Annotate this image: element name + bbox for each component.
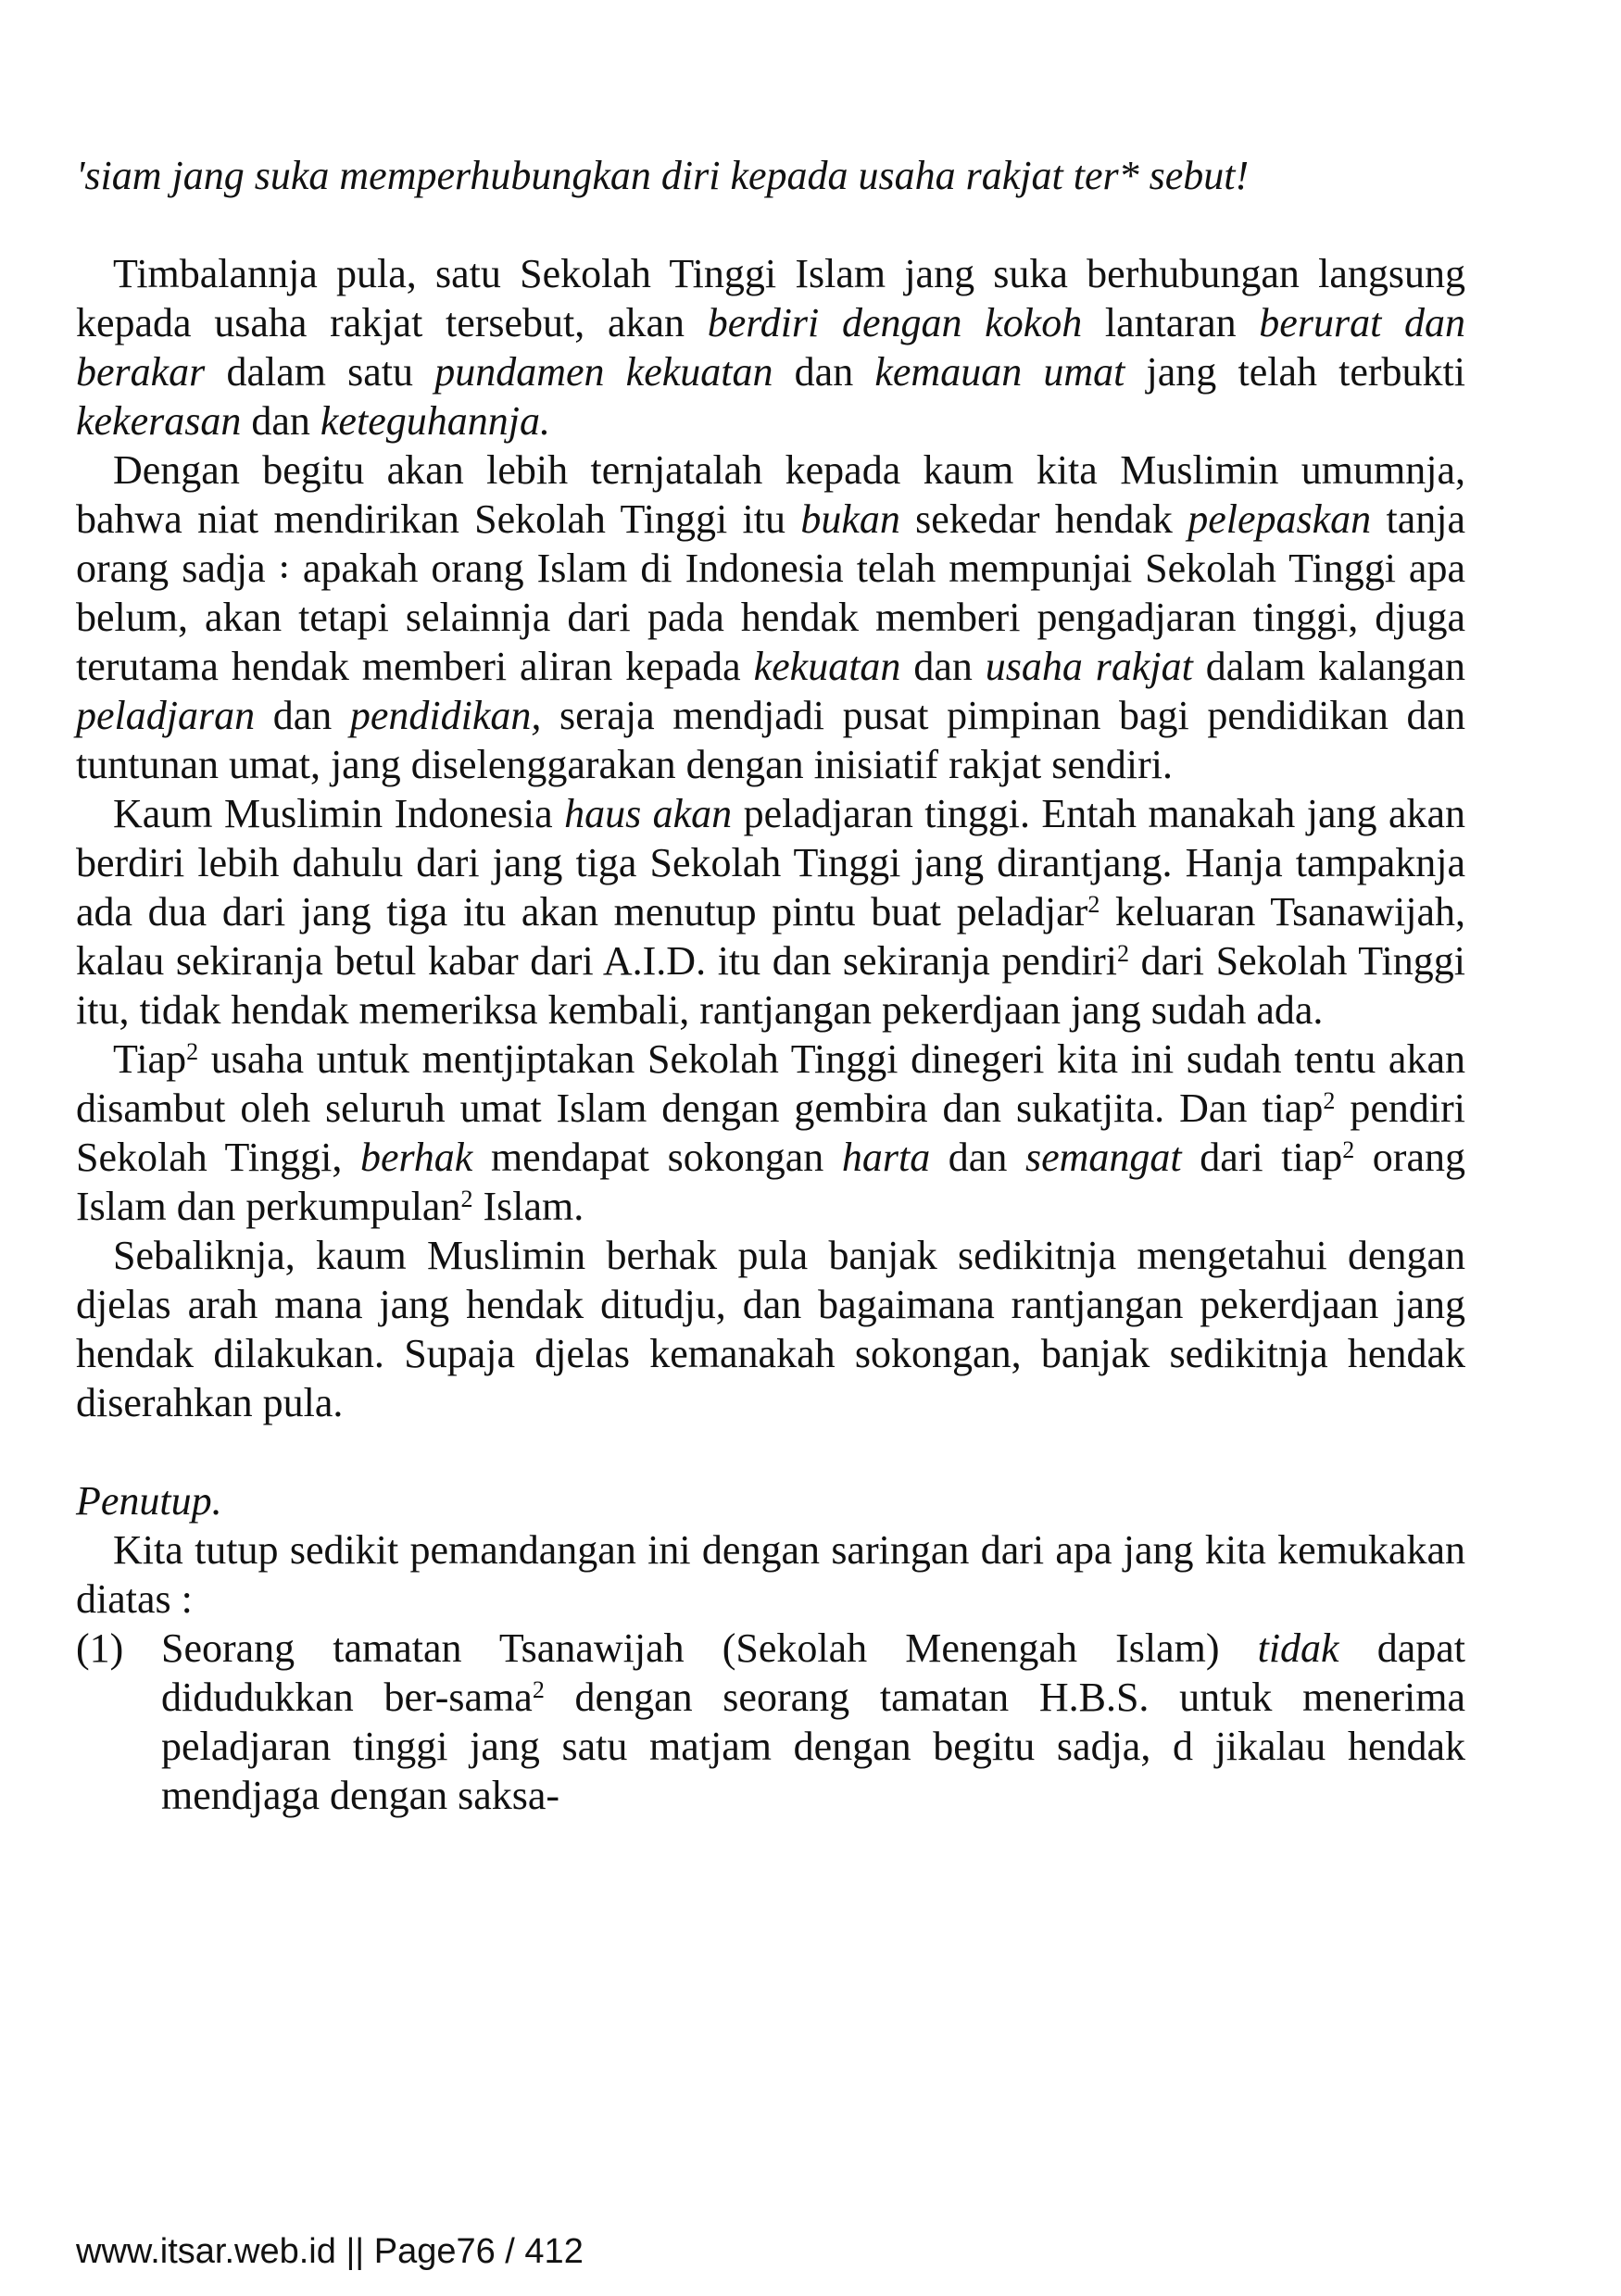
text-run: pendiri Sekolah Tinggi, — [76, 1085, 1465, 1180]
italic-text: pundamen kekuatan — [434, 349, 773, 395]
italic-text: keteguhannja. — [320, 398, 550, 444]
text-run: dan — [773, 349, 875, 395]
paragraph-gap — [76, 200, 1465, 249]
text-run: seraja mendjadi pusat pimpinan bagi pendidikan dan tuntunan umat, jang diselenggarakan dengan inisiatif rakjat sendiri. — [76, 693, 1466, 787]
text-run: dari Sekolah Tinggi itu, tidak hendak memeriksa kembali, rantjangan pekerdjaan jang sudah ada. — [76, 938, 1465, 1033]
text-run: Islam. — [472, 1184, 584, 1229]
text-run: dan — [900, 644, 986, 689]
paragraph — [76, 1231, 1465, 1427]
paragraph — [76, 445, 1465, 789]
paragraph — [76, 249, 1465, 445]
italic-text: kekuatan — [753, 644, 901, 689]
text-run: dari tiap — [1181, 1135, 1343, 1180]
text-run: Kita tutup sedikit pemandangan ini dengan saringan dari apa jang kita kemukakan diatas : — [76, 1527, 1465, 1622]
paragraph — [76, 1035, 1465, 1231]
italic-text: kekerasan — [76, 398, 242, 444]
text-run: dan — [255, 693, 350, 738]
list-item — [76, 1624, 1465, 1820]
superscript: 2 — [186, 1038, 199, 1065]
text-run: Dengan begitu akan lebih ternjatalah kepada kaum kita Muslimin umumnja, bahwa niat mendirikan Sekolah Tinggi itu — [76, 447, 1465, 542]
italic-text: harta — [841, 1135, 931, 1180]
superscript: 2 — [1087, 891, 1100, 918]
superscript: 2 — [1323, 1087, 1336, 1114]
text-run: Seorang tamatan Tsanawijah (Sekolah Menengah Islam) — [161, 1625, 1258, 1671]
superscript: 2 — [1342, 1136, 1355, 1163]
text-run: dan — [930, 1135, 1025, 1180]
text-run: dalam kalangan — [1192, 644, 1465, 689]
text-run: Sebaliknja, kaum Muslimin berhak pula banjak sedikitnja mengetahui dengan djelas arah mana jang hendak ditudju, dan bagaimana rantjangan pekerdjaan jang hendak dilakukan. Supaja djelas kemanakah sokongan, banjak sedikitnja hendak diserahkan pula. — [76, 1233, 1465, 1425]
text-run: keluaran Tsanawijah, kalau sekiranja betul kabar dari A.I.D. itu dan sekiranja pendiri — [76, 889, 1465, 984]
italic-text: berdiri dengan kokoh — [707, 300, 1083, 345]
italic-text: kemauan umat — [874, 349, 1125, 395]
text-run: tanja orang sadja ꞉ apakah orang Islam di Indonesia telah mempunjai Sekolah Tinggi apa belum, akan tetapi selainnja dari pada hendak memberi pengadjaran tinggi, djuga terutama hendak memberi aliran kepada — [76, 496, 1465, 689]
text-run: lantaran — [1082, 300, 1260, 345]
paragraph — [76, 789, 1465, 1035]
page-footer: www.itsar.web.id || Page76 / 412 — [76, 2232, 584, 2271]
italic-text: usaha rakjat — [985, 644, 1193, 689]
text-run: sekedar hendak — [899, 496, 1188, 542]
text-run: Timbalannja pula, satu Sekolah Tinggi Islam jang suka berhubungan langsung kepada usaha rakjat tersebut, akan — [76, 251, 1465, 345]
italic-text: peladjaran — [76, 693, 256, 738]
superscript: 2 — [1116, 940, 1129, 967]
paragraph-continuation — [76, 151, 1465, 200]
text-run: Tiap — [113, 1036, 187, 1082]
italic-text: tidak — [1257, 1625, 1339, 1671]
text-run: orang Islam dan perkumpulan — [76, 1135, 1465, 1229]
italic-text: 'siam jang suka memperhubungkan diri kepada usaha rakjat ter* sebut! — [76, 153, 1250, 198]
text-run: Kaum Muslimin Indonesia — [113, 791, 565, 836]
document-page — [76, 151, 1465, 1820]
italic-text: semangat — [1024, 1135, 1182, 1180]
section-heading: Penutup. — [76, 1478, 222, 1524]
superscript: 2 — [532, 1676, 545, 1703]
superscript: 2 — [460, 1186, 473, 1212]
italic-text: pelepaskan — [1187, 496, 1372, 542]
text-run: peladjaran tinggi. Entah manakah jang akan berdiri lebih dahulu dari jang tiga Sekolah Tinggi jang dirantjang. Hanja tampaknja ada dua dari jang tiga itu akan menutup pintu buat peladjar — [76, 791, 1466, 935]
text-run: dapat didudukkan ber-sama — [161, 1625, 1465, 1720]
text-run: dengan seorang tamatan H.B.S. untuk menerima peladjaran tinggi jang satu matjam dengan begitu sadja, d jikalau hendak mendjaga dengan saksa- — [161, 1675, 1465, 1818]
text-run: jang telah terbukti — [1125, 349, 1466, 395]
paragraph-gap — [76, 1427, 1465, 1476]
list-text — [161, 1624, 1465, 1820]
italic-text: berurat dan berakar — [76, 300, 1465, 395]
text-run: mendapat sokongan — [472, 1135, 842, 1180]
italic-text: haus akan — [564, 791, 733, 836]
text-run: dan — [241, 398, 320, 444]
list-number: (1) — [76, 1625, 124, 1671]
text-run: usaha untuk mentjiptakan Sekolah Tinggi dinegeri kita ini sudah tentu akan disambut oleh seluruh umat Islam dengan gembira dan sukatjita. Dan tiap — [76, 1036, 1465, 1131]
italic-text: bukan — [800, 496, 900, 542]
italic-text: berhak — [359, 1135, 473, 1180]
italic-text: pendidikan, — [349, 693, 542, 738]
text-run: dalam satu — [205, 349, 435, 395]
paragraph — [76, 1525, 1465, 1624]
